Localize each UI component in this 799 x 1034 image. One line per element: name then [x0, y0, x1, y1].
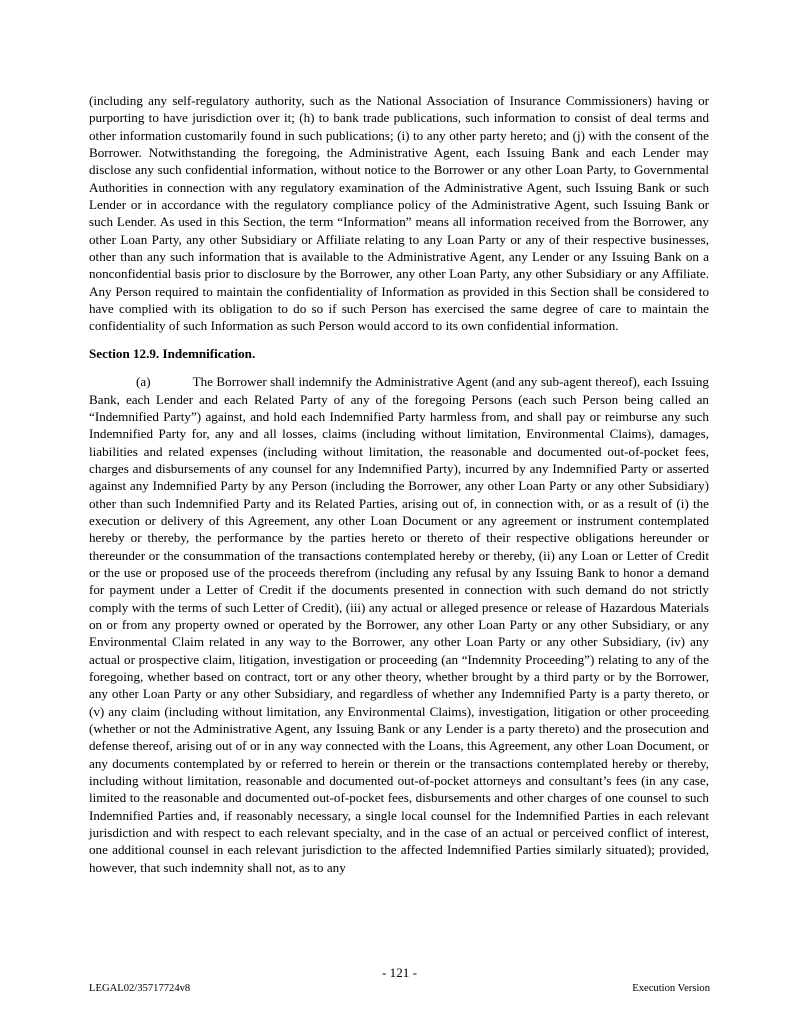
subsection-a-paragraph [89, 373, 709, 876]
footer-row [89, 982, 710, 996]
section-heading-12-9: Section 12.9. Indemnification. [89, 345, 256, 361]
page-content [89, 92, 709, 876]
paragraph-spacer [89, 335, 709, 345]
footer-version-label: Execution Version [632, 983, 710, 994]
paragraph-confidentiality: (including any self-regulatory authority, such as the National Association of Insurance Commissioners) having or purporting to have jurisdiction over it; (h) to bank trade publications, such information to consist of deal terms and other information customarily found in such publications; (i) to any other party hereto; and (j) with the consent of the Borrower. Notwithstanding the foregoing, the Administrative Agent, each Issuing Bank and each Lender may disclose any such confidential information, without notice to the Borrower or any other Loan Party, to Governmental Authorities in connection with any regulatory examination of the Administrative Agent, such Issuing Bank or such Lender or in accordance with the regulatory compliance policy of the Administrative Agent, such Issuing Bank or such Lender. As used in this Section, the term “Information” means all information received from the Borrower, any other Loan Party, any other Subsidiary or Affiliate relating to any Loan Party or any of their respective businesses, other than any such information that is available to the Administrative Agent, any Lender or any Issuing Bank on a nonconfidential basis prior to disclosure by the Borrower, any other Loan Party, any other Subsidiary or any Affiliate. Any Person required to maintain the confidentiality of Information as provided in this Section shall be considered to have complied with its obligation to do so if such Person has exercised the same degree of care to maintain the confidentiality of such Information as such Person would accord to its own confidential information. [89, 93, 709, 334]
subsection-a-text: The Borrower shall indemnify the Administrative Agent (and any sub-agent thereof), each Issuing Bank, each Lender and each Related Party of any of the foregoing Persons (each such Person being called an “Indemnified Party”) against, and hold each Indemnified Party harmless from, and shall pay or reimburse any such Indemnified Party for, any and all losses, claims (including without limitation, Environmental Claims), damages, liabilities and related expenses (including without limitation, the reasonable and documented out-of-pocket fees, charges and disbursements of any counsel for any Indemnified Party), incurred by any Indemnified Party or asserted against any Indemnified Party by any Person (including the Borrower, any other Loan Party or any other Subsidiary) other than such Indemnified Party and its Related Parties, arising out of, in connection with, or as a result of (i) the execution or delivery of this Agreement, any other Loan Document or any agreement or instrument contemplated hereby or thereby, the performance by the parties hereto or thereto of their respective obligations hereunder or thereunder or the consummation of the transactions contemplated hereby or thereby, (ii) any Loan or Letter of Credit or the use or proposed use of the proceeds therefrom (including any refusal by any Issuing Bank to honor a demand for payment under a Letter of Credit if the documents presented in connection with such demand do not strictly comply with the terms of such Letter of Credit), (iii) any actual or alleged presence or release of Hazardous Materials on or from any property owned or operated by the Borrower, any other Loan Party or any other Subsidiary, or any Environmental Claim related in any way to the Borrower, any other Loan Party or any other Subsidiary, (iv) any actual or prospective claim, litigation, investigation or proceeding (an “Indemnity Proceeding”) relating to any of the foregoing, whether based on contract, tort or any other theory, whether brought by a third party or by the Borrower, any other Loan Party or any other Subsidiary, and regardless of whether any Indemnified Party is a party thereto, or (v) any claim (including without limitation, any Environmental Claims), investigation, litigation or other proceeding (whether or not the Administrative Agent, any Issuing Bank or any Lender is a party thereto) and the prosecution and defense thereof, arising out of or in any way connected with the Loans, this Agreement, any other Loan Document, or any documents contemplated by or referred to herein or therein or the transactions contemplated hereby or thereby, including without limitation, reasonable and documented out-of-pocket attorneys and consultant’s fees (in any case, limited to the reasonable and documented out-of-pocket fees, disbursements and other charges of one counsel to such Indemnified Parties and, if reasonably necessary, a single local counsel for the Indemnified Parties in each relevant jurisdiction and with respect to each relevant specialty, and in the case of an actual or perceived conflict of interest, one additional counsel in each relevant jurisdiction to the affected Indemnified Parties similarly situated); provided, however, that such indemnity shall not, as to any [89, 374, 709, 875]
heading-spacer [89, 362, 709, 373]
footer-document-id: LEGAL02/35717724v8 [89, 983, 191, 994]
page-number: - 121 - [382, 965, 417, 980]
page-footer [89, 964, 710, 1034]
subsection-a-label: (a) [136, 374, 151, 390]
